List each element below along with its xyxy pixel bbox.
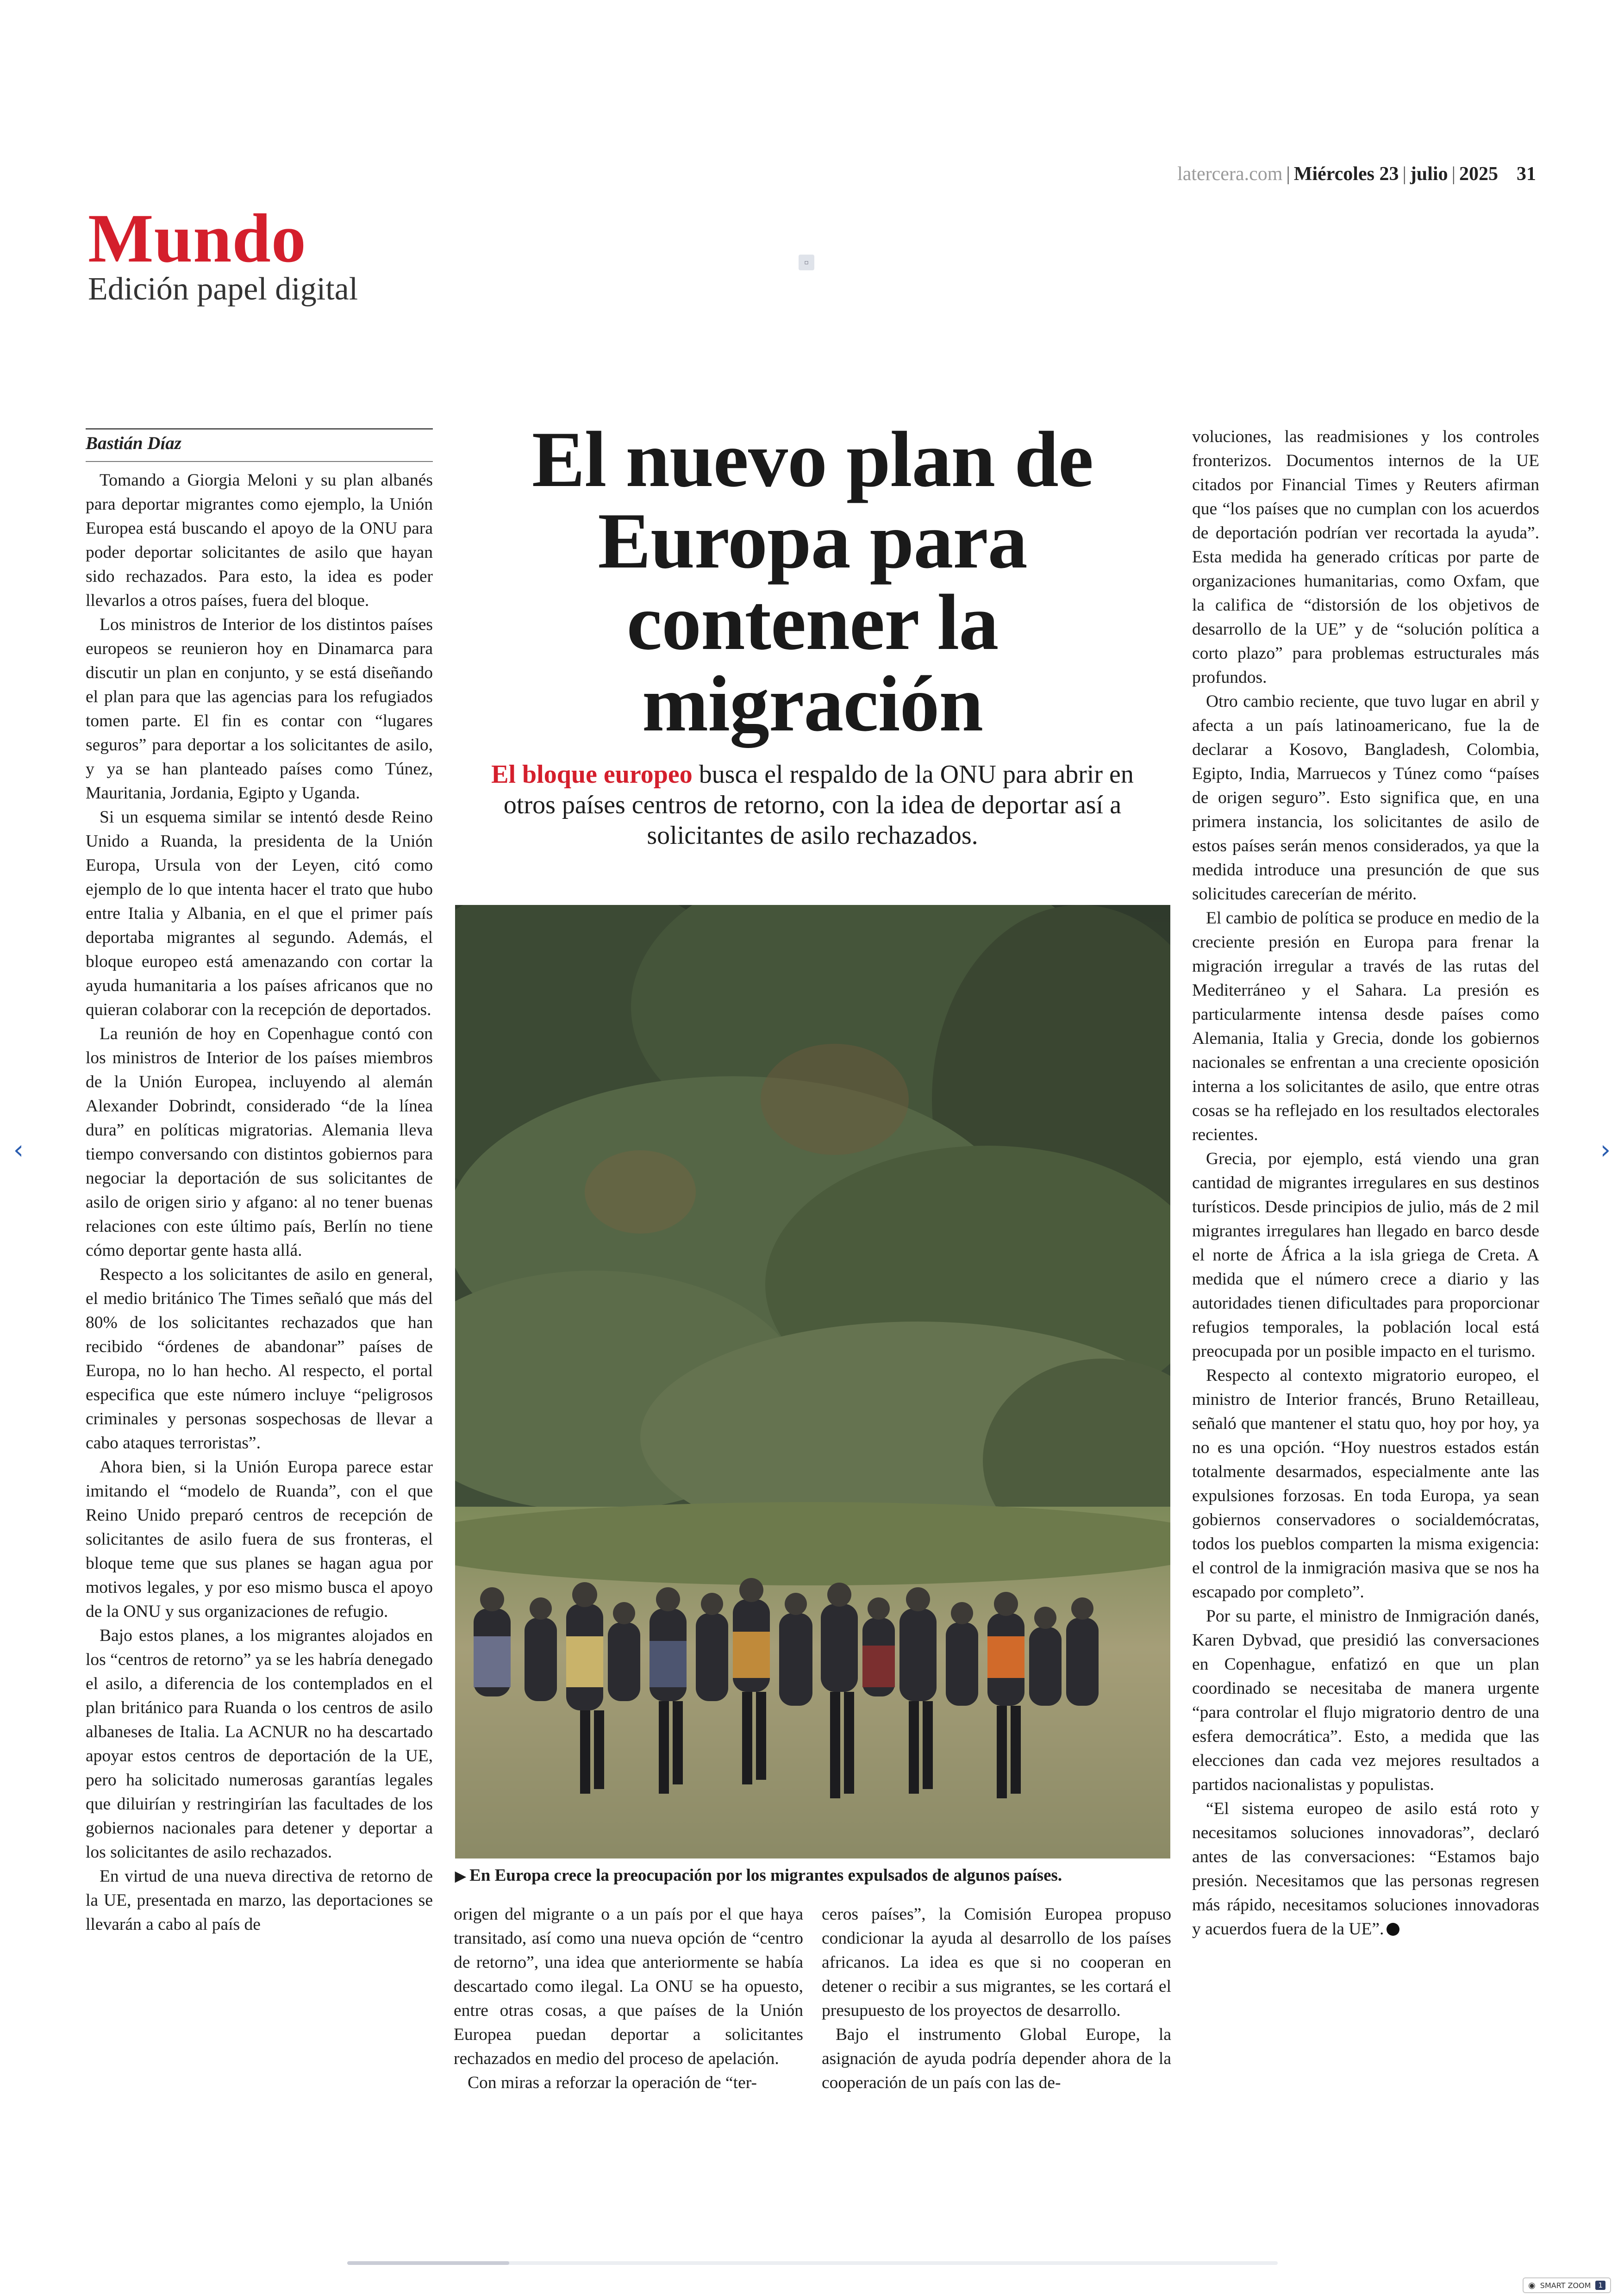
end-mark-icon xyxy=(1387,1923,1399,1936)
paragraph: voluciones, las readmisiones y los controles fronterizos. Documentos internos de la UE citados por Financial Times y Reuters afirman que “los países que no cumplan con los acuerdos de deportación podrían ver recortada la ayuda”. Esta medida ha generado críticas por parte de organizaciones humanitarias, como Oxfam, que la califica de “distorsión de los objetivos de desarrollo de la UE” y de “solución política a corto plazo” para problemas estructurales más profundos. xyxy=(1192,427,1539,687)
paragraph: El cambio de política se produce en medio de la creciente presión en Europa para frenar la migración irregular a través de las rutas del Mediterráneo y el Sahara. La presión es particularmente intensa desde países como Alemania, Italia y Grecia, donde los gobiernos nacionales se enfrentan a una creciente oposición interna a los solicitantes de asilo, que entre otras cosas se ha reflejado en los resultados electorales recientes. xyxy=(1192,909,1539,1144)
paragraph: Otro cambio reciente, que tuvo lugar en abril y afecta a un país latinoamericano, fue la de declarar a Kosovo, Bangladesh, Colombia, Egipto, India, Marruecos y Túnez como “países de origen seguro”. Esto significa que, en una primera instancia, los solicitantes de asilo de estos países serán menos considerados, ya que la medida introduce una presunción de que sus solicitudes carecerían de mérito. xyxy=(1192,692,1539,904)
article-column-3 xyxy=(822,1902,1171,2143)
paragraph: Bajo el instrumento Global Europe, la asignación de ayuda podría depender ahora de la cooperación de un país con las de- xyxy=(822,2025,1171,2092)
next-page-button[interactable]: › xyxy=(1600,1135,1611,1165)
article-column-4 xyxy=(1192,425,1539,2138)
paragraph: Bajo estos planes, a los migrantes alojados en los “centros de retorno” ya se les habría denegado el asilo, a diferencia de los contemplados en el plan británico para Ruanda o los centros de asilo albaneses de Italia. La ACNUR no ha descartado apoyar estos centros de deportación de la UE, pero ha solicitado numerosas garantías legales que diluirían y restringirían las facultades de los gobiernos nacionales para detener y deportar a los solicitantes de asilo rechazados. xyxy=(86,1626,433,1862)
byline: Bastián Díaz xyxy=(86,433,181,453)
previous-page-button[interactable]: ‹ xyxy=(13,1135,24,1165)
article-column-1 xyxy=(86,468,433,2144)
page-scrollbar[interactable] xyxy=(347,2261,1278,2265)
folio: latercera.com | Miércoles 23 | julio | 2025 31 xyxy=(1177,163,1536,185)
article-photo xyxy=(455,905,1170,1858)
smart-zoom-badge: 1 xyxy=(1595,2281,1605,2290)
paragraph-last-text: “El sistema europeo de asilo está roto y necesitamos soluciones innovadoras”, declaró antes de las conversaciones: “Estamos bajo presión. Necesitamos que las personas regresen más rápido, necesitamos soluciones innovadoras y acuerdos fuera de la UE”. xyxy=(1192,1799,1539,1939)
paragraph-last xyxy=(1192,1797,1539,1941)
caption-text: En Europa crece la preocupación por los migrantes expulsados de algunos países. xyxy=(469,1866,1062,1885)
page-scrollbar-thumb[interactable] xyxy=(347,2261,509,2265)
date-month: julio xyxy=(1410,163,1448,185)
smart-zoom-label: SMART ZOOM xyxy=(1540,2281,1591,2290)
paragraph: origen del migrante o a un país por el que haya transitado, así como una nueva opción de “centro de retorno”, una idea que anteriormente se había descartado como ilegal. La ONU se ha opuesto, entre otras cosas, a que países de la Unión Europea puedan deportar a solicitantes rechazados en medio del proceso de apelación. xyxy=(454,1905,803,2068)
paragraph: Respecto a los solicitantes de asilo en general, el medio británico The Times señaló que más del 80% de los solicitantes rechazados que han recibido “órdenes de abandonar” países de Europa, no lo han hecho. Al respecto, el portal especifica que este número incluye “peligrosos criminales y personas sospechosas de llevar a cabo ataques terroristas”. xyxy=(86,1265,433,1453)
paragraph: Por su parte, el ministro de Inmigración danés, Karen Dybvad, que presidió las conversaciones en Copenhague, enfatizó en que un plan coordinado se necesitaba de manera urgente “para controlar el flujo migratorio dentro de una esfera democrática”. Esto, a medida que las elecciones dan cada vez mejores resultados a partidos nacionalistas y populistas. xyxy=(1192,1607,1539,1794)
caption-arrow-icon: ▶ xyxy=(455,1869,466,1884)
date-year: 2025 xyxy=(1459,163,1498,185)
headline: El nuevo plan de Europa para contener la migración xyxy=(531,416,1093,748)
section-title: Mundo xyxy=(88,200,306,277)
article-column-2 xyxy=(454,1902,803,2143)
eye-icon: ◉ xyxy=(1528,2280,1536,2290)
section-subtitle: Edición papel digital xyxy=(88,271,358,307)
paragraph: ceros países”, la Comisión Europea propuso condicionar la ayuda al desarrollo de los países africanos. La idea es que si no cooperan en detener o recibir a sus migrantes, se les cortará el presupuesto de los proyectos de desarrollo. xyxy=(822,1905,1171,2020)
paragraph: Con miras a reforzar la operación de “ter- xyxy=(468,2073,757,2092)
paragraph: Tomando a Giorgia Meloni y su plan albanés para deportar migrantes como ejemplo, la Unión Europea está buscando el apoyo de la ONU para poder deportar solicitantes de asilo que hayan sido rechazados. Para esto, la idea es poder llevarlos a otros países, fuera del bloque. xyxy=(86,471,433,610)
site-name: latercera.com xyxy=(1177,163,1283,185)
photo-caption xyxy=(455,1865,1170,1885)
paragraph: Los ministros de Interior de los distintos países europeos se reunieron hoy en Dinamarca para discutir un plan en conjunto, y se está diseñando el plan para que las agencias para los refugiados tomen parte. El fin es contar con “lugares seguros” para deportar a los solicitantes de asilo, y ya se han planteado países como Túnez, Mauritania, Jordania, Egipto y Uganda. xyxy=(86,615,433,803)
deck xyxy=(491,759,1134,851)
paragraph: Ahora bien, si la Unión Europa parece estar imitando el “modelo de Ruanda”, con el que Reino Unido preparó centros de recepción de solicitantes de asilo fuera de sus fronteras, el bloque teme que sus planes se hagan agua por motivos legales, y por eso mismo busca el apoyo de la ONU y sus organizaciones de refugio. xyxy=(86,1458,433,1621)
smart-zoom-button[interactable] xyxy=(1523,2277,1611,2293)
paragraph: Grecia, por ejemplo, está viendo una gran cantidad de migrantes irregulares en sus destinos turísticos. Desde principios de julio, más de 2 mil migrantes irregulares han llegado en barco desde el norte de África a la isla griega de Creta. A medida que el número crece a diario y las autoridades tienen dificultades para proporcionar refugios temporales, la población local está preocupada por un posible impacto en el turismo. xyxy=(1192,1149,1539,1361)
byline-rule-bottom xyxy=(86,461,433,462)
paragraph: En virtud de una nueva directiva de retorno de la UE, presentada en marzo, las deportaciones se llevarán a cabo al país de xyxy=(86,1867,433,1934)
deck-text: busca el respaldo de la ONU para abrir en otros países centros de retorno, con la idea de deportar así a solicitantes de asilo rechazados. xyxy=(503,760,1134,850)
byline-rule xyxy=(86,428,433,430)
deck-kicker: El bloque europeo xyxy=(491,760,693,789)
page-number: 31 xyxy=(1517,163,1536,185)
paragraph: Si un esquema similar se intentó desde Reino Unido a Ruanda, la presidenta de la Unión Europa, Ursula von der Leyen, citó como ejemplo de lo que intenta hacer el trato que hubo entre Italia y Albania, en el que el primer país deportaba migrantes al segundo. Además, el bloque europeo está amenazando con cortar la ayuda humanitaria a los países africanos que no quieran colaborar con la recepción de deportados. xyxy=(86,808,433,1019)
date-day: Miércoles 23 xyxy=(1293,163,1399,185)
photo-migrants-walking xyxy=(455,905,1170,1858)
page-marker-icon: ▫ xyxy=(799,255,814,270)
paragraph: La reunión de hoy en Copenhague contó con los ministros de Interior de los países miembros de la Unión Europea, incluyendo al alemán Alexander Dobrindt, considerado “de la línea dura” en políticas migratorias. Alemania lleva tiempo conversando con distintos gobiernos para negociar la deportación de sus solicitantes de asilo de origen sirio y afgano: al no tener buenas relaciones con este último país, Berlín no tiene cómo deportar gente hasta allá. xyxy=(86,1024,433,1260)
paragraph: Respecto al contexto migratorio europeo, el ministro de Interior francés, Bruno Retailleau, señaló que mantener el statu quo, hoy por hoy, ya no es una opción. “Hoy nuestros estados están totalmente desarmados, especialmente ante las expulsiones forzosas. En toda Europa, ya sean gobiernos conservadores o socialdemócratas, todos los pueblos comparten la misma exigencia: el control de la inmigración masiva que se nos ha escapado por completo”. xyxy=(1192,1366,1539,1602)
